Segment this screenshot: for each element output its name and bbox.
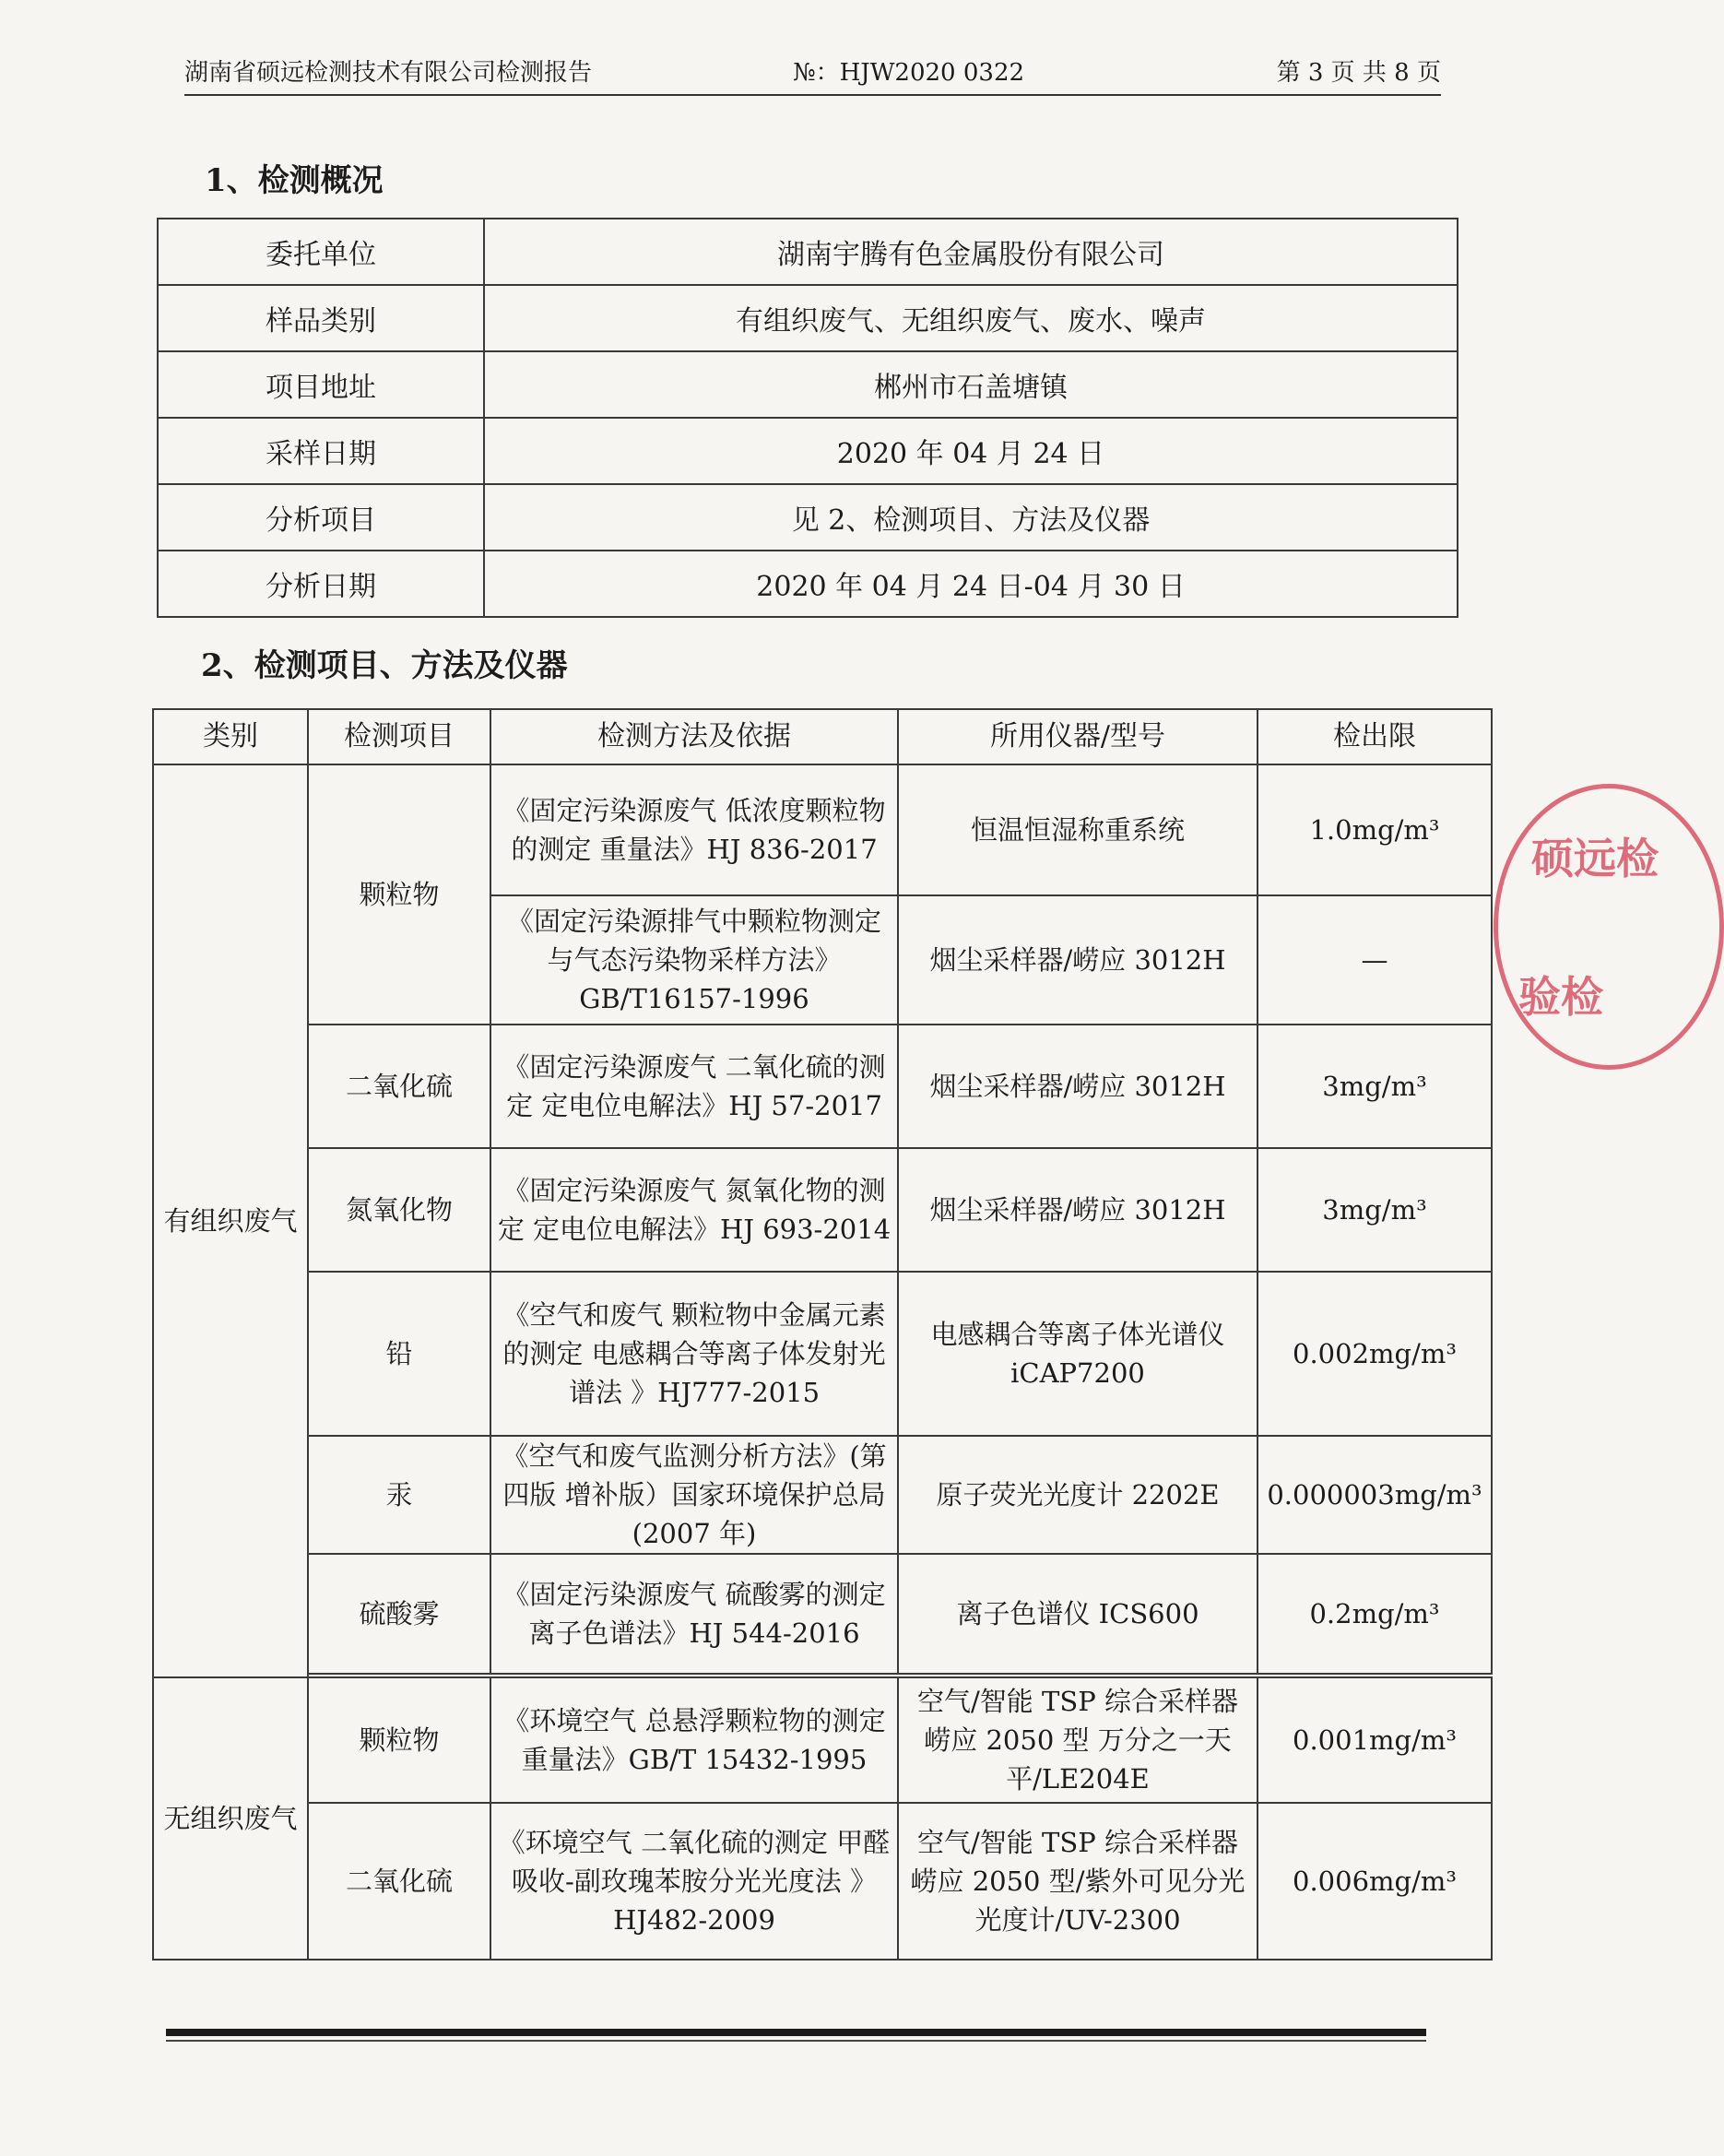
method-cell: 《空气和废气监测分析方法》(第四版 增补版）国家环境保护总局(2007 年)	[490, 1436, 898, 1554]
table-row	[153, 1148, 1492, 1272]
table-row	[158, 418, 1458, 484]
instrument-cell: 离子色谱仪 ICS600	[898, 1554, 1258, 1674]
table-row	[153, 1677, 1492, 1803]
method-cell: 《固定污染源废气 二氧化硫的测定 定电位电解法》HJ 57-2017	[490, 1025, 898, 1148]
instrument-cell: 恒温恒湿称重系统	[898, 764, 1258, 895]
table-row	[158, 351, 1458, 418]
column-header: 检测方法及依据	[490, 709, 898, 764]
instrument-cell: 原子荧光光度计 2202E	[898, 1436, 1258, 1554]
instrument-cell: 烟尘采样器/崂应 3012H	[898, 1025, 1258, 1148]
table-row	[158, 219, 1458, 285]
item-cell: 铅	[308, 1272, 490, 1436]
overview-key: 项目地址	[158, 351, 484, 418]
overview-value: 湖南宇腾有色金属股份有限公司	[484, 219, 1458, 285]
overview-value: 2020 年 04 月 24 日-04 月 30 日	[484, 551, 1458, 617]
overview-key: 样品类别	[158, 285, 484, 351]
footer-rule	[166, 2029, 1426, 2036]
overview-table	[157, 218, 1458, 618]
limit-cell: 1.0mg/m³	[1258, 764, 1492, 895]
limit-cell: 0.2mg/m³	[1258, 1554, 1492, 1674]
limit-cell: 0.000003mg/m³	[1258, 1436, 1492, 1554]
table-row	[153, 1554, 1492, 1674]
limit-cell: 3mg/m³	[1258, 1148, 1492, 1272]
overview-value: 见 2、检测项目、方法及仪器	[484, 484, 1458, 551]
methods-table	[152, 708, 1493, 1961]
overview-key: 委托单位	[158, 219, 484, 285]
seal-text-bottom: 验检	[1518, 972, 1603, 1022]
section1-title: 1、检测概况	[205, 162, 384, 199]
overview-key: 采样日期	[158, 418, 484, 484]
report-number: №：HJW2020 0322	[793, 59, 1025, 87]
item-cell: 氮氧化物	[308, 1148, 490, 1272]
method-cell: 《固定污染源废气 低浓度颗粒物的测定 重量法》HJ 836-2017	[490, 764, 898, 895]
column-header: 所用仪器/型号	[898, 709, 1258, 764]
table-row	[158, 285, 1458, 351]
method-cell: 《环境空气 二氧化硫的测定 甲醛吸收-副玫瑰苯胺分光光度法 》HJ482-2009	[490, 1803, 898, 1960]
overview-key: 分析日期	[158, 551, 484, 617]
item-cell: 汞	[308, 1436, 490, 1554]
method-cell: 《固定污染源废气 硫酸雾的测定 离子色谱法》HJ 544-2016	[490, 1554, 898, 1674]
item-cell: 二氧化硫	[308, 1025, 490, 1148]
overview-value: 郴州市石盖塘镇	[484, 351, 1458, 418]
instrument-cell: 烟尘采样器/崂应 3012H	[898, 895, 1258, 1025]
instrument-cell: 空气/智能 TSP 综合采样器崂应 2050 型/紫外可见分光光度计/UV-2300	[898, 1803, 1258, 1960]
item-cell: 颗粒物	[308, 764, 490, 1025]
limit-cell: —	[1258, 895, 1492, 1025]
page-indicator: 第 3 页 共 8 页	[1276, 59, 1441, 87]
item-cell: 硫酸雾	[308, 1554, 490, 1674]
table-row	[158, 484, 1458, 551]
instrument-cell: 电感耦合等离子体光谱仪 iCAP7200	[898, 1272, 1258, 1436]
table-row	[153, 1803, 1492, 1960]
footer-rule-thin	[166, 2040, 1426, 2042]
table-header-row	[153, 709, 1492, 764]
table-row	[158, 551, 1458, 617]
section2-title: 2、检测项目、方法及仪器	[201, 647, 568, 684]
table-row	[153, 1025, 1492, 1148]
overview-value: 有组织废气、无组织废气、废水、噪声	[484, 285, 1458, 351]
report-header	[184, 48, 1441, 96]
company-seal	[1494, 784, 1724, 1070]
overview-key: 分析项目	[158, 484, 484, 551]
column-header: 检测项目	[308, 709, 490, 764]
item-cell: 二氧化硫	[308, 1803, 490, 1960]
limit-cell: 0.002mg/m³	[1258, 1272, 1492, 1436]
category-cell: 有组织废气	[153, 764, 308, 1677]
seal-text-top: 硕远检	[1531, 834, 1659, 883]
item-cell: 颗粒物	[308, 1677, 490, 1803]
method-cell: 《固定污染源排气中颗粒物测定与气态污染物采样方法》GB/T16157-1996	[490, 895, 898, 1025]
table-row	[153, 764, 1492, 895]
method-cell: 《环境空气 总悬浮颗粒物的测定 重量法》GB/T 15432-1995	[490, 1677, 898, 1803]
column-header: 检出限	[1258, 709, 1492, 764]
category-cell: 无组织废气	[153, 1677, 308, 1960]
instrument-cell: 空气/智能 TSP 综合采样器崂应 2050 型 万分之一天平/LE204E	[898, 1677, 1258, 1803]
table-row	[153, 1272, 1492, 1436]
method-cell: 《空气和废气 颗粒物中金属元素的测定 电感耦合等离子体发射光谱法 》HJ777-2015	[490, 1272, 898, 1436]
company-name: 湖南省硕远检测技术有限公司检测报告	[184, 59, 593, 87]
overview-value: 2020 年 04 月 24 日	[484, 418, 1458, 484]
instrument-cell: 烟尘采样器/崂应 3012H	[898, 1148, 1258, 1272]
limit-cell: 0.001mg/m³	[1258, 1677, 1492, 1803]
column-header: 类别	[153, 709, 308, 764]
limit-cell: 3mg/m³	[1258, 1025, 1492, 1148]
table-row	[153, 1436, 1492, 1554]
limit-cell: 0.006mg/m³	[1258, 1803, 1492, 1960]
method-cell: 《固定污染源废气 氮氧化物的测定 定电位电解法》HJ 693-2014	[490, 1148, 898, 1272]
